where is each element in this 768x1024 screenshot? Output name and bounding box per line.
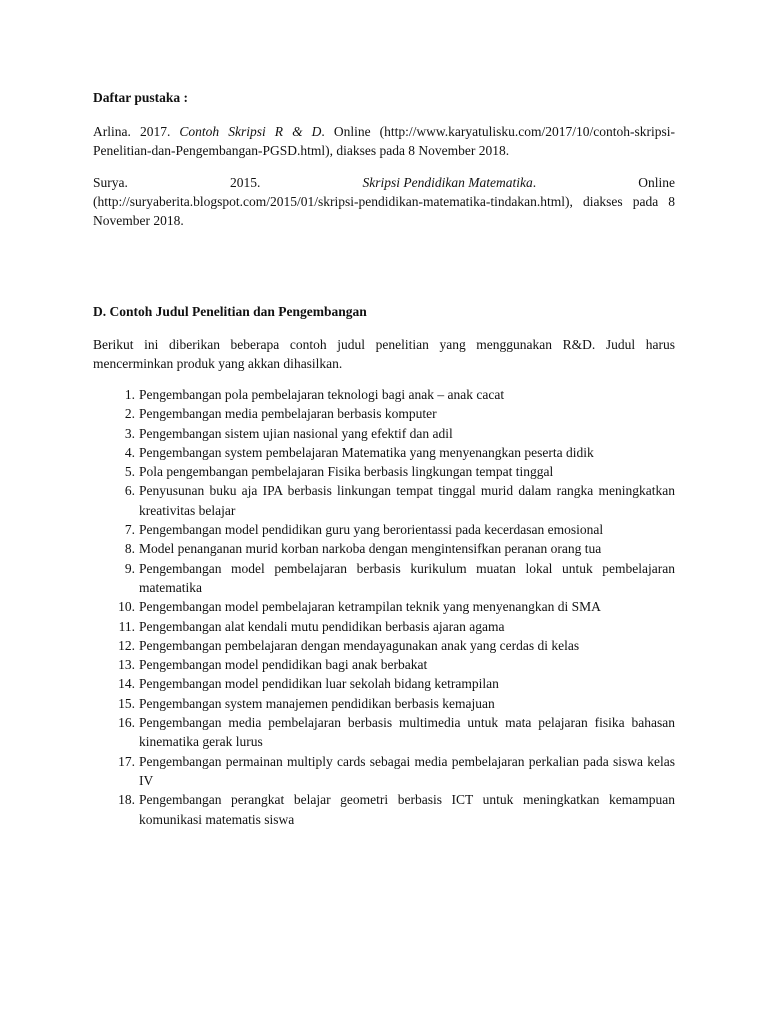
- list-item: [93, 752, 675, 791]
- list-item: [93, 462, 675, 481]
- reference-details: (http://suryaberita.blogspot.com/2015/01/skripsi-pendidikan-matematika-tindakan.html), diakses pada 8 November 2018.: [93, 194, 675, 228]
- list-item-text: Pengembangan system pembelajaran Matematika yang menyenangkan peserta didik: [139, 444, 594, 460]
- list-item: [93, 481, 675, 520]
- document-page: [93, 88, 675, 829]
- list-item-text: Pengembangan pembelajaran dengan mendayagunakan anak yang cerdas di kelas: [139, 637, 580, 653]
- list-item: [93, 424, 675, 443]
- list-item-number: 11.: [118, 618, 135, 634]
- list-item-number: 17.: [118, 753, 135, 769]
- list-item-text: Pengembangan model pembelajaran ketrampilan teknik yang menyenangkan di SMA: [139, 599, 601, 615]
- list-item: [93, 713, 675, 752]
- list-item: [93, 674, 675, 693]
- list-item-text: Pengembangan system manajemen pendidikan berbasis kemajuan: [139, 695, 495, 711]
- list-item-text: Pengembangan pola pembelajaran teknologi bagi anak – anak cacat: [139, 387, 505, 402]
- reference-surya: [93, 173, 675, 230]
- list-item: [93, 617, 675, 636]
- list-item: [93, 597, 675, 616]
- section-intro: Berikut ini diberikan beberapa contoh judul penelitian yang menggunakan R&D. Judul harus mencerminkan produk yang akkan dihasilkan.: [93, 337, 675, 371]
- title-examples-list: [93, 385, 675, 829]
- list-item: [93, 520, 675, 539]
- reference-work-title: Contoh Skripsi R & D: [179, 124, 322, 139]
- reference-arlina: [93, 122, 675, 160]
- list-item-text: Model penanganan murid korban narkoba dengan mengintensifkan peranan orang tua: [139, 541, 602, 557]
- list-item: [93, 694, 675, 713]
- reference-details: . Online (http://www.karyatulisku.com/2017/10/contoh-skripsi-Penelitian-dan-Pengembangan-PGSD.html), diakses pada 8 November 2018.: [93, 124, 676, 158]
- list-item-number: 3.: [124, 425, 135, 441]
- list-item: [93, 385, 675, 404]
- list-item-number: 13.: [118, 657, 135, 673]
- list-item-number: 14.: [118, 676, 135, 692]
- list-item-number: 2.: [124, 406, 135, 422]
- list-item-text: Pengembangan media pembelajaran berbasis multimedia untuk mata pelajaran fisika bahasan kinematika gerak lurus: [139, 715, 675, 750]
- section-title: D. Contoh Judul Penelitian dan Pengembangan: [93, 304, 367, 319]
- list-item: [93, 655, 675, 674]
- list-item-text: Pengembangan model pembelajaran berbasis kurikulum muatan lokal untuk pembelajaran matematika: [139, 560, 675, 595]
- list-item-number: 10.: [118, 599, 135, 615]
- list-item-number: 8.: [124, 541, 135, 557]
- list-item-number: 12.: [118, 637, 135, 653]
- list-item-text: Pengembangan model pendidikan guru yang berorientassi pada kecerdasan emosional: [139, 522, 604, 538]
- reference-first-line: [93, 173, 675, 192]
- list-item-number: 9.: [124, 560, 135, 576]
- list-item-text: Pengembangan permainan multiply cards sebagai media pembelajaran perkalian pada siswa kelas IV: [139, 753, 675, 788]
- list-item-number: 7.: [124, 522, 135, 538]
- list-item-number: 6.: [124, 483, 135, 499]
- list-item-number: 15.: [118, 695, 135, 711]
- reference-author: Arlina.: [93, 124, 131, 139]
- list-item: [93, 539, 675, 558]
- list-item-text: Penyusunan buku aja IPA berbasis linkungan tempat tinggal murid dalam rangka meningkatkan kreativitas belajar: [139, 483, 675, 518]
- list-item-number: 4.: [124, 444, 135, 460]
- reference-author: Surya.: [93, 175, 128, 190]
- reference-work-title: Skripsi Pendidikan Matematika.: [362, 175, 537, 190]
- list-item-text: Pengembangan model pendidikan luar sekolah bidang ketrampilan: [139, 676, 499, 692]
- list-item: [93, 636, 675, 655]
- list-item: [93, 404, 675, 423]
- list-item-text: Pengembangan alat kendali mutu pendidikan berbasis ajaran agama: [139, 618, 505, 634]
- list-item-number: 5.: [124, 464, 135, 480]
- list-item-text: Pengembangan model pendidikan bagi anak berbakat: [139, 657, 428, 673]
- list-item-number: 1.: [124, 387, 135, 402]
- list-item: [93, 443, 675, 462]
- reference-year: 2015.: [230, 175, 261, 190]
- list-item-text: Pengembangan sistem ujian nasional yang efektif dan adil: [139, 425, 453, 441]
- list-item: [93, 790, 675, 829]
- list-item-text: Pengembangan media pembelajaran berbasis komputer: [139, 406, 437, 422]
- list-item-text: Pola pengembangan pembelajaran Fisika berbasis lingkungan tempat tinggal: [139, 464, 554, 480]
- list-item-number: 16.: [118, 715, 135, 731]
- bibliography-title: Daftar pustaka :: [93, 90, 189, 105]
- reference-year: 2017.: [139, 124, 171, 139]
- list-item-number: 18.: [118, 792, 135, 808]
- list-item: [93, 559, 675, 598]
- list-item-text: Pengembangan perangkat belajar geometri berbasis ICT untuk meningkatkan kemampuan komunikasi matematis siswa: [139, 792, 675, 827]
- reference-online-label: Online: [638, 175, 675, 190]
